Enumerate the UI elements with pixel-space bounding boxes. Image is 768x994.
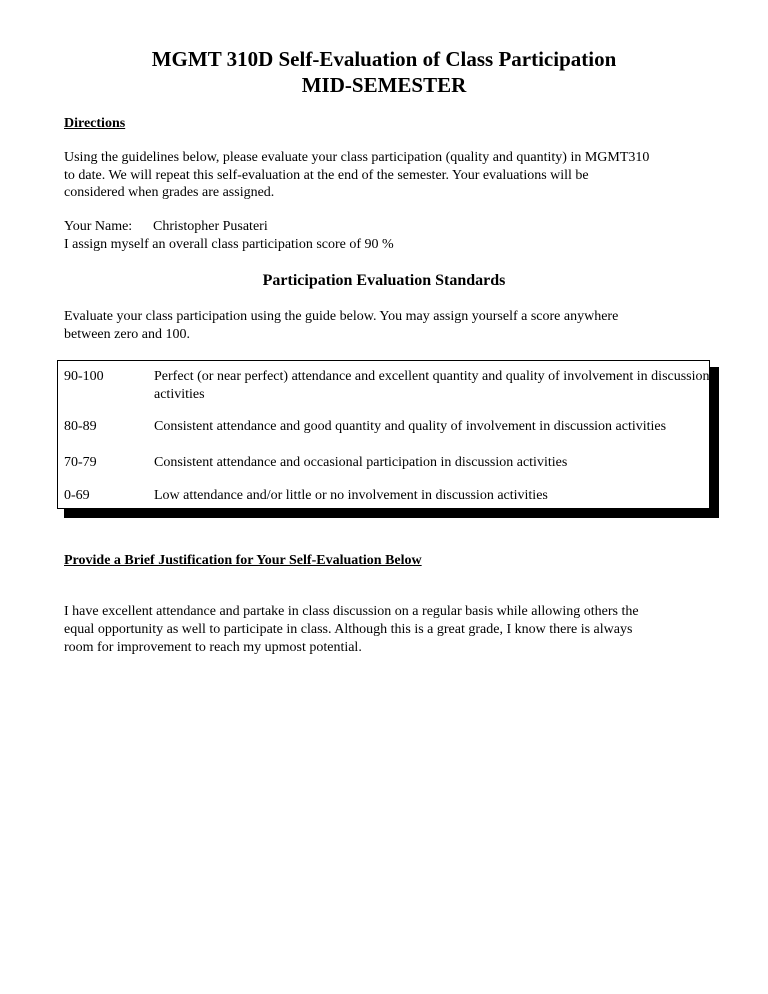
score-range: 70-79	[64, 455, 97, 470]
name-value: Christopher Pusateri	[153, 219, 268, 234]
standards-table	[57, 360, 710, 509]
score-range: 0-69	[64, 488, 90, 503]
name-label: Your Name:	[64, 219, 133, 234]
name-row	[64, 218, 268, 236]
directions-line-1: Using the guidelines below, please evaluate your class participation (quality and quantity) in MGMT310	[64, 150, 650, 165]
standards-intro-line-2: between zero and 100.	[64, 326, 190, 342]
standard-description: Low attendance and/or little or no involvement in discussion activities	[154, 488, 548, 503]
justification-line-3: room for improvement to reach my upmost potential.	[64, 640, 362, 655]
standard-description: Consistent attendance and good quantity and quality of involvement in discussion activities	[154, 419, 667, 434]
document-title: MGMT 310D Self-Evaluation of Class Participation	[151, 47, 617, 71]
document-subtitle: MID-SEMESTER	[301, 73, 467, 97]
directions-heading: Directions	[64, 116, 126, 131]
standard-description: Perfect (or near perfect) attendance and excellent quantity and quality of involvement in discussion activities	[154, 369, 710, 402]
justification-line-2: equal opportunity as well to participate in class. Although this is a great grade, I know there is always	[64, 622, 633, 637]
justification-line-1: I have excellent attendance and partake in class discussion on a regular basis while allowing others the	[64, 604, 639, 619]
standards-intro-line-1: Evaluate your class participation using the guide below. You may assign yourself a score anywhere	[64, 309, 619, 324]
justification-heading: Provide a Brief Justification for Your Self-Evaluation Below	[64, 553, 422, 568]
score-range: 80-89	[64, 419, 97, 434]
directions-line-2: to date. We will repeat this self-evaluation at the end of the semester. Your evaluations will be	[64, 167, 589, 183]
score-statement: I assign myself an overall class participation score of 90 %	[64, 236, 394, 252]
standards-heading: Participation Evaluation Standards	[262, 272, 506, 289]
directions-line-3: considered when grades are assigned.	[64, 185, 275, 200]
score-range: 90-100	[64, 369, 104, 384]
standard-description: Consistent attendance and occasional participation in discussion activities	[154, 455, 568, 470]
